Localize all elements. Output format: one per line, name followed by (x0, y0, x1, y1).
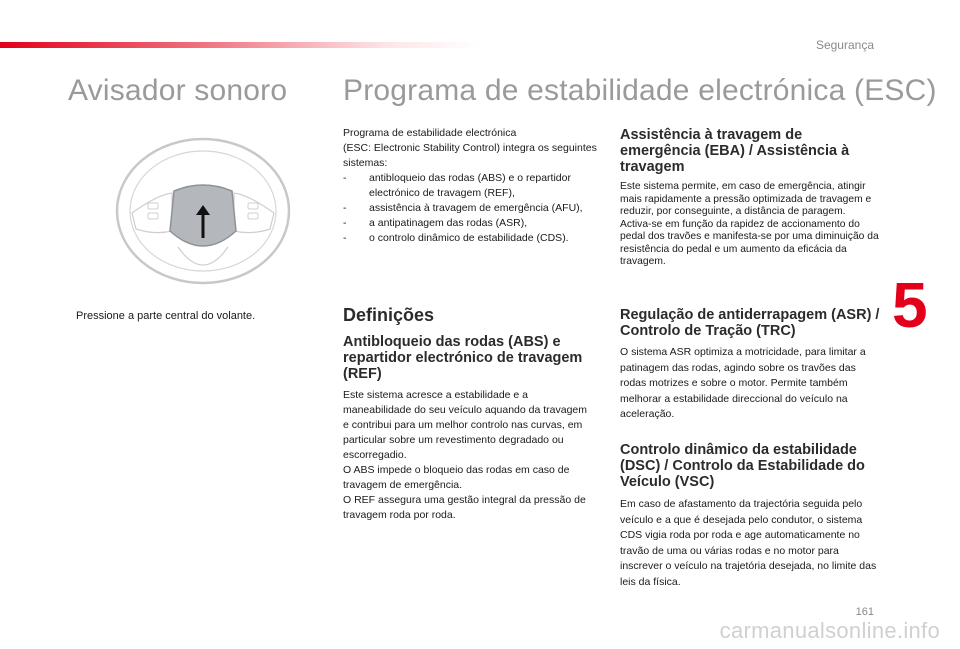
dsc-heading: Controlo dinâmico da estabilidade (DSC) / Controlo da Estabilidade do Veículo (VSC) (620, 442, 865, 490)
abs-paragraph: O REF assegura uma gestão integral da pressão de travagem roda por roda. (343, 494, 586, 521)
dsc-body (620, 497, 882, 590)
abs-paragraph: O ABS impede o bloqueio das rodas em caso de travagem de emergência. (343, 464, 570, 491)
eba-body (620, 181, 882, 269)
asr-heading: Regulação de antiderrapagem (ASR) / Controlo de Tração (TRC) (620, 307, 880, 339)
asr-body (620, 345, 882, 423)
watermark: carmanualsonline.info (719, 618, 940, 643)
abs-paragraph: Este sistema acresce a estabilidade e a maneabilidade do seu veículo aquando da travagem e contribui para um melhor controlo nas curvas, em particular sobre um revestimento degradado ou escorregadio. (343, 389, 588, 461)
list-item: - o controlo dinâmico de estabilidade (CDS). (356, 231, 603, 246)
esc-systems-list (343, 171, 603, 246)
horn-instruction (68, 310, 255, 322)
eba-heading: Assistência à travagem de emergência (EBA) / Assistência à travagem (620, 127, 850, 175)
definitions-heading: Definições (343, 305, 435, 325)
dsc-paragraph: Em caso de afastamento da trajectória seguida pelo veículo e a que é desejada pelo condutor, o sistema CDS vigia roda por roda e age automaticamente no travão de uma ou várias rodas e no motor para inscrever o veículo na trajetória desejada, no limite das leis da física. (620, 498, 877, 588)
abs-heading: Antibloqueio das rodas (ABS) e repartidor electrónico de travagem (REF) (343, 334, 583, 382)
list-item: - a antipatinagem das rodas (ASR), (356, 216, 603, 231)
header-accent-bar (0, 42, 480, 48)
esc-section-title: Programa de estabilidade electrónica (ESC) (343, 74, 937, 107)
eba-paragraph: Activa-se em função da rapidez de accionamento do pedal dos travões e manifesta-se por uma diminuição da resistência do pedal e um aumento da eficácia da travagem. (620, 218, 879, 267)
abs-body (343, 388, 593, 523)
eba-paragraph: Este sistema permite, em caso de emergência, atingir mais rapidamente a pressão optimizada de travagem e reduzir, por conseguinte, a distância de paragem. (620, 181, 872, 217)
steering-wheel-horn-icon (112, 135, 294, 287)
esc-intro (343, 126, 603, 246)
horn-instruction-text: Pressione a parte central do volante. (76, 310, 256, 322)
asr-paragraph: O sistema ASR optimiza a motricidade, para limitar a patinagem das rodas, agindo sobre os travões das rodas motrizes e sobre o motor. Permite também melhorar a estabilidade direccional do veículo na aceleração. (620, 346, 866, 420)
chapter-number: 5 (892, 269, 928, 341)
intro-line-2: (ESC: Electronic Stability Control) integra os seguintes sistemas: (343, 142, 597, 169)
list-item: - assistência à travagem de emergência (AFU), (356, 201, 603, 216)
horn-section-title: Avisador sonoro (68, 74, 288, 107)
intro-line-1: Programa de estabilidade electrónica (343, 127, 517, 139)
page-number: 161 (855, 606, 874, 618)
section-title: Segurança (815, 38, 874, 52)
list-item: - antibloqueio das rodas (ABS) e o repartidor electrónico de travagem (REF), (356, 171, 603, 201)
